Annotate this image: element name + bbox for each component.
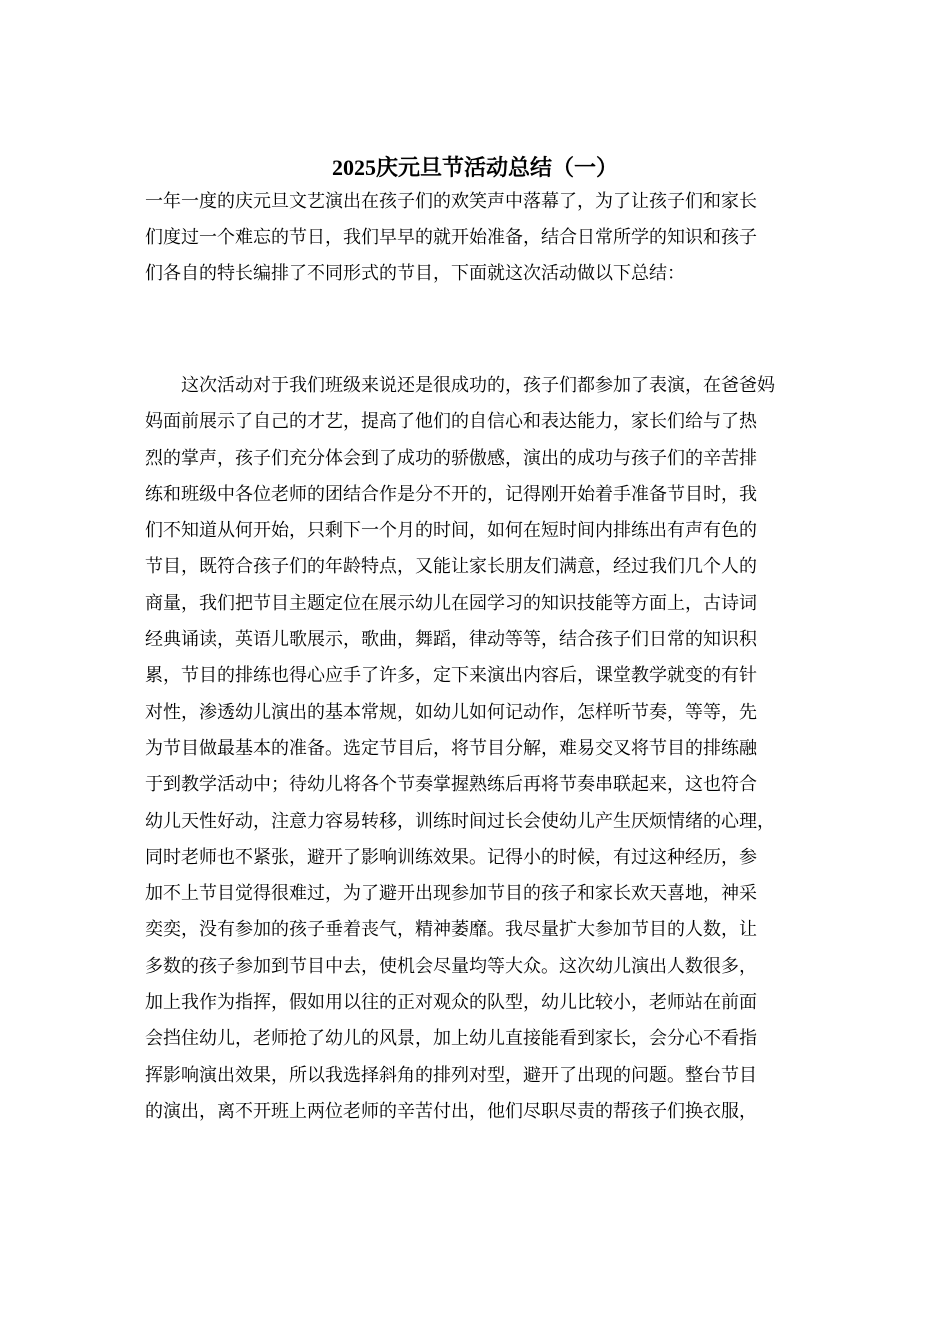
body-line: 对性，渗透幼儿演出的基本常规，如幼儿如何记动作，怎样听节奏，等等，先	[145, 701, 757, 723]
body-line: 的演出，离不开班上两位老师的辛苦付出，他们尽职尽责的帮孩子们换衣服，	[145, 1100, 757, 1122]
body-line: 累，节目的排练也得心应手了许多，定下来演出内容后，课堂教学就变的有针	[145, 665, 757, 687]
body-line: 奕奕，没有参加的孩子垂着丧气，精神萎靡。我尽量扩大参加节目的人数，让	[145, 919, 757, 941]
document-title	[0, 150, 950, 186]
body-line: 商量，我们把节目主题定位在展示幼儿在园学习的知识技能等方面上，古诗词	[145, 592, 757, 614]
body-line: 多数的孩子参加到节目中去，使机会尽量均等大众。这次幼儿演出人数很多，	[145, 955, 757, 977]
intro-paragraph	[145, 184, 810, 292]
body-line: 同时老师也不紧张，避开了影响训练效果。记得小的时候，有过这种经历，参	[145, 846, 757, 868]
body-line: 挥影响演出效果，所以我选择斜角的排列对型，避开了出现的问题。整台节目	[145, 1064, 757, 1086]
title-year: 2025	[331, 155, 376, 180]
body-line: 会挡住幼儿，老师抢了幼儿的风景，加上幼儿直接能看到家长，会分心不看指	[145, 1028, 757, 1050]
intro-line: 们各自的特长编排了不同形式的节目，下面就这次活动做以下总结：	[145, 263, 685, 284]
body-line: 加不上节目觉得很难过，为了避开出现参加节目的孩子和家长欢天喜地，神采	[145, 883, 757, 905]
body-paragraph	[145, 368, 810, 1130]
intro-line: 们度过一个难忘的节日，我们早早的就开始准备，结合日常所学的知识和孩子	[145, 227, 757, 248]
body-line: 烈的掌声，孩子们充分体会到了成功的骄傲感，演出的成功与孩子们的辛苦排	[145, 447, 757, 469]
body-line: 妈面前展示了自己的才艺，提高了他们的自信心和表达能力，家长们给与了热	[145, 411, 757, 433]
body-line: 经典诵读，英语儿歌展示，歌曲，舞蹈，律动等等，结合孩子们日常的知识积	[145, 629, 757, 651]
body-line: 节目，既符合孩子们的年龄特点，又能让家长朋友们满意，经过我们几个人的	[145, 556, 757, 578]
body-line: 们不知道从何开始，只剩下一个月的时间，如何在短时间内排练出有声有色的	[145, 520, 757, 542]
body-line: 这次活动对于我们班级来说还是很成功的，孩子们都参加了表演，在爸爸妈	[145, 375, 775, 396]
intro-line: 一年一度的庆元旦文艺演出在孩子们的欢笑声中落幕了，为了让孩子们和家长	[145, 191, 757, 212]
body-line: 幼儿天性好动，注意力容易转移，训练时间过长会使幼儿产生厌烦情绪的心理，	[145, 810, 775, 832]
body-line: 于到教学活动中；待幼儿将各个节奏掌握熟练后再将节奏串联起来，这也符合	[145, 774, 757, 796]
body-line: 为节目做最基本的准备。选定节目后，将节目分解，难易交叉将节目的排练融	[145, 737, 757, 759]
body-line: 练和班级中各位老师的团结合作是分不开的，记得刚开始着手准备节目时，我	[145, 483, 757, 505]
body-line: 加上我作为指挥，假如用以往的正对观众的队型，幼儿比较小，老师站在前面	[145, 992, 757, 1014]
title-text: 庆元旦节活动总结（一）	[375, 155, 618, 181]
